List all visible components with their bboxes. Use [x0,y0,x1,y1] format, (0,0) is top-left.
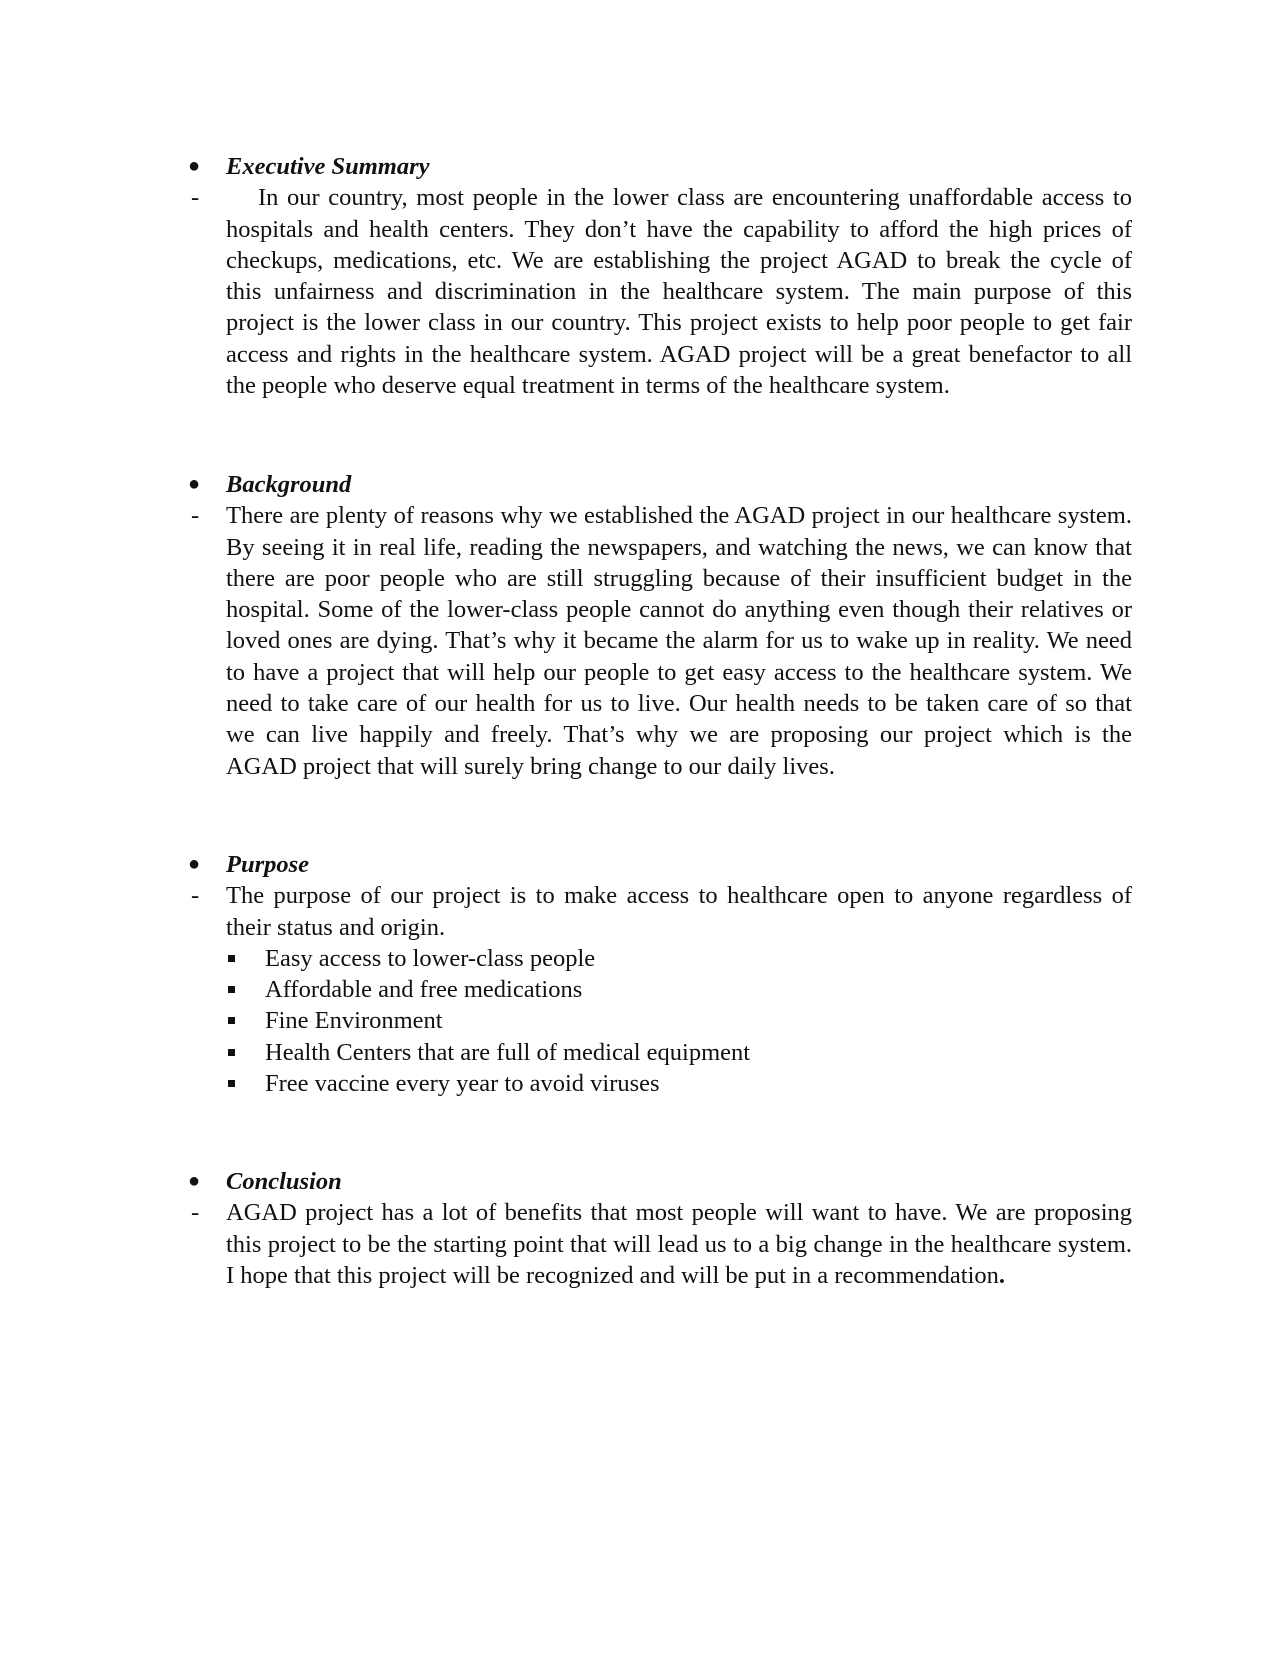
paragraph-line: need to take care of our health for us to live. Our health needs to be taken care of so that [226,690,1132,718]
final-period: . [998,1261,1005,1289]
square-bullet-icon [228,986,235,993]
list-item-text: Affordable and free medications [265,976,583,1004]
paragraph-line: this project to be the starting point that will lead us to a big change in the healthcare system. [226,1230,1132,1258]
bullet-icon: ● [188,1170,201,1192]
square-bullet-icon [228,1080,235,1087]
paragraph-line: AGAD project that will surely bring change to our daily lives. [226,752,835,780]
paragraph-line: access and rights in the healthcare system. AGAD project will be a great benefactor to all [226,340,1132,368]
bullet-icon: ● [188,155,201,177]
list-item [0,943,1280,974]
list-item-text: Free vaccine every year to avoid viruses [265,1070,660,1098]
dash-marker: - [191,502,200,530]
paragraph-line: AGAD project has a lot of benefits that most people will want to have. We are proposing [226,1199,1132,1227]
list-item-text: Easy access to lower-class people [265,944,596,972]
list-item-text: Fine Environment [265,1007,443,1035]
paragraph-text: I hope that this project will be recognized and will be put in a recommendation [226,1261,999,1289]
bullet-icon: ● [188,853,201,875]
paragraph-line: this unfairness and discrimination in the healthcare system. The main purpose of this [226,278,1132,306]
square-bullet-icon [228,1017,235,1024]
paragraph-line: loved ones are dying. That’s why it became the alarm for us to wake up in reality. We need [226,627,1132,655]
section-purpose [0,849,1280,1099]
section-conclusion [0,1166,1280,1291]
list-item-text: Health Centers that are full of medical equipment [265,1038,751,1066]
list-item [0,1068,1280,1099]
paragraph-line: project is the lower class in our country. This project exists to help poor people to get fair [226,309,1132,337]
list-item [0,1037,1280,1068]
paragraph-line: the people who deserve equal treatment in terms of the healthcare system. [226,372,950,400]
paragraph-line: hospital. Some of the lower-class people cannot do anything even though their relatives or [226,596,1132,624]
paragraph-line: The purpose of our project is to make access to healthcare open to anyone regardless of [226,882,1132,910]
paragraph-line: we can live happily and freely. That’s why we are proposing our project which is the [226,721,1132,749]
paragraph-line: checkups, medications, etc. We are establishing the project AGAD to break the cycle of [226,246,1132,274]
paragraph-line: their status and origin. [226,913,446,941]
dash-marker: - [191,184,200,212]
section-heading: Conclusion [226,1168,342,1195]
bullet-icon: ● [188,473,201,495]
square-bullet-icon [228,955,235,962]
list-item [0,1005,1280,1036]
section-heading: Background [226,471,352,498]
dash-marker: - [191,882,200,910]
paragraph-line: to have a project that will help our people to get easy access to the healthcare system. We [226,658,1132,686]
dash-marker: - [191,1199,200,1227]
section-background [0,469,1280,782]
paragraph-line: By seeing it in real life, reading the newspapers, and watching the news, we can know that [226,533,1132,561]
paragraph-line [226,1260,1132,1291]
paragraph-line: In our country, most people in the lower class are encountering unaffordable access to [258,184,1132,212]
section-heading: Purpose [226,851,310,878]
section-executive-summary [0,151,1280,401]
section-heading: Executive Summary [226,153,430,180]
paragraph-line: There are plenty of reasons why we established the AGAD project in our healthcare system. [226,502,1132,530]
paragraph-line: there are poor people who are still struggling because of their insufficient budget in the [226,564,1132,592]
paragraph-line: hospitals and health centers. They don’t have the capability to afford the high prices of [226,215,1132,243]
list-item [0,974,1280,1005]
square-bullet-icon [228,1049,235,1056]
